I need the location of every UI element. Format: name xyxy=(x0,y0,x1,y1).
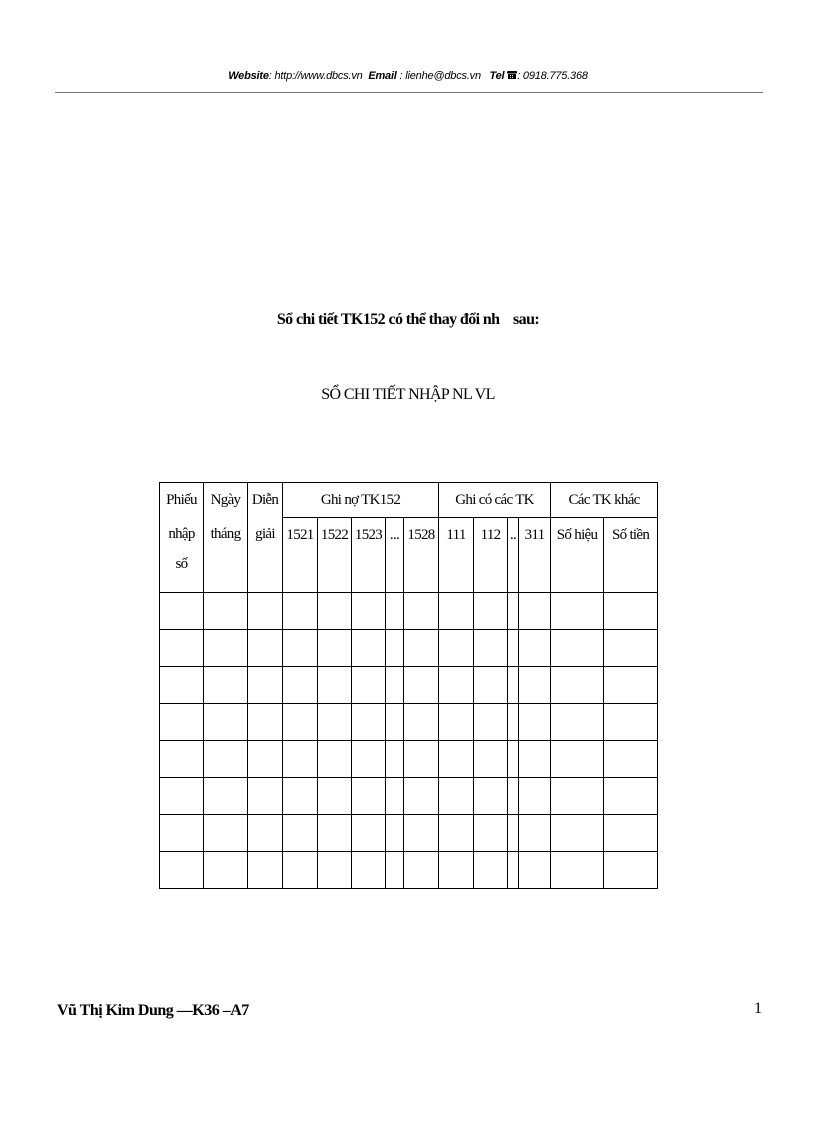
header-text-line: giải xyxy=(255,526,275,542)
page-header xyxy=(0,70,816,82)
table-cell xyxy=(474,704,508,741)
table-cell xyxy=(474,593,508,630)
table-cell xyxy=(474,815,508,852)
header-text-line: số xyxy=(175,556,188,572)
table-cell xyxy=(352,815,386,852)
table-cell xyxy=(474,852,508,889)
email-value: : lienhe@dbcs.vn xyxy=(396,70,481,82)
table-cell xyxy=(551,778,604,815)
table-cell xyxy=(352,593,386,630)
table-cell xyxy=(474,778,508,815)
col-so-hieu: Số hiệu xyxy=(551,518,604,593)
phone-icon xyxy=(507,70,517,82)
table-cell xyxy=(439,593,474,630)
table-cell xyxy=(248,704,283,741)
table-row xyxy=(160,667,658,704)
table-cell xyxy=(283,741,318,778)
table-cell xyxy=(248,630,283,667)
table-cell xyxy=(352,630,386,667)
table-cell xyxy=(204,667,248,704)
table-cell xyxy=(519,667,551,704)
col-ghi-no-ellipsis: ... xyxy=(386,518,404,593)
header-text-line: Diễn xyxy=(251,492,279,508)
table-cell xyxy=(604,630,658,667)
table-cell xyxy=(508,593,519,630)
header-text-line: tháng xyxy=(210,526,241,542)
table-cell xyxy=(386,815,404,852)
col-ghi-co-ellipsis: .. xyxy=(508,518,519,593)
table-cell xyxy=(551,704,604,741)
table-cell xyxy=(439,630,474,667)
header-cac-tk-khac: Các TK khác xyxy=(551,483,658,518)
table-cell xyxy=(160,630,204,667)
table-cell xyxy=(204,778,248,815)
table-cell xyxy=(508,667,519,704)
table-cell xyxy=(352,741,386,778)
col-1528: 1528 xyxy=(404,518,439,593)
col-so-tien: Số tiền xyxy=(604,518,658,593)
table-cell xyxy=(386,741,404,778)
table-cell xyxy=(283,704,318,741)
table-cell xyxy=(439,815,474,852)
table-row xyxy=(160,815,658,852)
table-cell xyxy=(604,815,658,852)
tel-label: Tel xyxy=(489,70,505,82)
table-cell xyxy=(283,593,318,630)
table-cell xyxy=(519,778,551,815)
table-cell xyxy=(386,667,404,704)
table-cell xyxy=(204,741,248,778)
table-cell xyxy=(519,593,551,630)
website-value: : http://www.dbcs.vn xyxy=(268,70,363,82)
header-ghi-co: Ghi có các TK xyxy=(439,483,551,518)
table-cell xyxy=(283,778,318,815)
table-cell xyxy=(318,741,352,778)
table-row xyxy=(160,630,658,667)
table-row xyxy=(160,741,658,778)
tel-value: : 0918.775.368 xyxy=(517,70,588,82)
table-cell xyxy=(248,852,283,889)
table-cell xyxy=(248,593,283,630)
table-cell xyxy=(204,630,248,667)
table-cell xyxy=(204,815,248,852)
table-cell xyxy=(439,667,474,704)
header-row-top xyxy=(160,483,658,518)
table-cell xyxy=(318,593,352,630)
table-cell xyxy=(318,815,352,852)
table-cell xyxy=(160,815,204,852)
table-cell xyxy=(283,630,318,667)
col-1523: 1523 xyxy=(352,518,386,593)
table-row xyxy=(160,778,658,815)
table-cell xyxy=(474,741,508,778)
table-cell xyxy=(404,630,439,667)
table-cell xyxy=(508,815,519,852)
header-text-line: nhập xyxy=(168,526,195,542)
table-cell xyxy=(439,852,474,889)
author-name: Vũ Thị Kim Dung —K36 –A7 xyxy=(57,1002,249,1019)
table-cell xyxy=(508,852,519,889)
table-cell xyxy=(283,815,318,852)
website-label: Website xyxy=(228,70,269,82)
table-cell xyxy=(160,704,204,741)
table-cell xyxy=(474,667,508,704)
table-cell xyxy=(386,704,404,741)
page-number: 1 xyxy=(754,1000,762,1017)
table-cell xyxy=(404,593,439,630)
table-cell xyxy=(551,815,604,852)
table-row xyxy=(160,593,658,630)
table-row xyxy=(160,704,658,741)
table-cell xyxy=(604,667,658,704)
table-cell xyxy=(551,667,604,704)
table-cell xyxy=(404,852,439,889)
header-text-line: Ngày xyxy=(210,492,241,508)
table-cell xyxy=(604,778,658,815)
table-cell xyxy=(352,778,386,815)
table-cell xyxy=(318,852,352,889)
table-cell xyxy=(551,741,604,778)
header-divider xyxy=(55,92,763,93)
table-cell xyxy=(519,741,551,778)
header-ngay-thang xyxy=(204,483,248,593)
table-cell xyxy=(318,704,352,741)
col-112: 112 xyxy=(474,518,508,593)
table-cell xyxy=(474,630,508,667)
table-cell xyxy=(404,704,439,741)
table-cell xyxy=(519,852,551,889)
table-cell xyxy=(204,852,248,889)
table-cell xyxy=(352,667,386,704)
table-cell xyxy=(386,852,404,889)
ledger-body xyxy=(160,593,658,889)
table-cell xyxy=(519,704,551,741)
table-cell xyxy=(283,667,318,704)
document-subtitle: Sổ chi tiết TK152 có thể thay đổi nh sau: xyxy=(276,311,540,328)
col-111: 111 xyxy=(439,518,474,593)
table-cell xyxy=(604,593,658,630)
table-cell xyxy=(551,593,604,630)
document-title: SỔ CHI TIẾT NHẬP NL VL xyxy=(321,386,495,403)
table-cell xyxy=(204,704,248,741)
col-1522: 1522 xyxy=(318,518,352,593)
table-cell xyxy=(508,630,519,667)
table-cell xyxy=(160,667,204,704)
table-cell xyxy=(508,741,519,778)
table-cell xyxy=(160,852,204,889)
table-cell xyxy=(204,593,248,630)
table-cell xyxy=(160,741,204,778)
table-cell xyxy=(160,778,204,815)
table-cell xyxy=(248,667,283,704)
table-cell xyxy=(604,852,658,889)
table-cell xyxy=(318,667,352,704)
table-cell xyxy=(404,815,439,852)
table-cell xyxy=(283,852,318,889)
header-dien-giai xyxy=(248,483,283,593)
table-cell xyxy=(248,778,283,815)
header-phieu-nhap-so xyxy=(160,483,204,593)
table-cell xyxy=(386,630,404,667)
table-cell xyxy=(160,593,204,630)
table-cell xyxy=(404,778,439,815)
table-cell xyxy=(439,704,474,741)
table-cell xyxy=(404,667,439,704)
table-cell xyxy=(386,593,404,630)
table-cell xyxy=(404,741,439,778)
table-cell xyxy=(551,630,604,667)
col-311: 311 xyxy=(519,518,551,593)
table-cell xyxy=(248,741,283,778)
table-cell xyxy=(551,852,604,889)
table-cell xyxy=(318,778,352,815)
table-cell xyxy=(604,741,658,778)
table-cell xyxy=(439,778,474,815)
table-row xyxy=(160,852,658,889)
header-text-line: Phiếu xyxy=(166,492,197,508)
table-cell xyxy=(352,704,386,741)
table-cell xyxy=(352,852,386,889)
table-cell xyxy=(439,741,474,778)
table-cell xyxy=(519,815,551,852)
table-cell xyxy=(508,704,519,741)
table-cell xyxy=(386,778,404,815)
table-cell xyxy=(318,630,352,667)
table-cell xyxy=(508,778,519,815)
ledger-table xyxy=(159,482,658,889)
col-1521: 1521 xyxy=(283,518,318,593)
table-cell xyxy=(248,815,283,852)
table-cell xyxy=(519,630,551,667)
email-label: Email xyxy=(368,70,397,82)
table-cell xyxy=(604,704,658,741)
header-ghi-no: Ghi nợ TK152 xyxy=(283,483,439,518)
